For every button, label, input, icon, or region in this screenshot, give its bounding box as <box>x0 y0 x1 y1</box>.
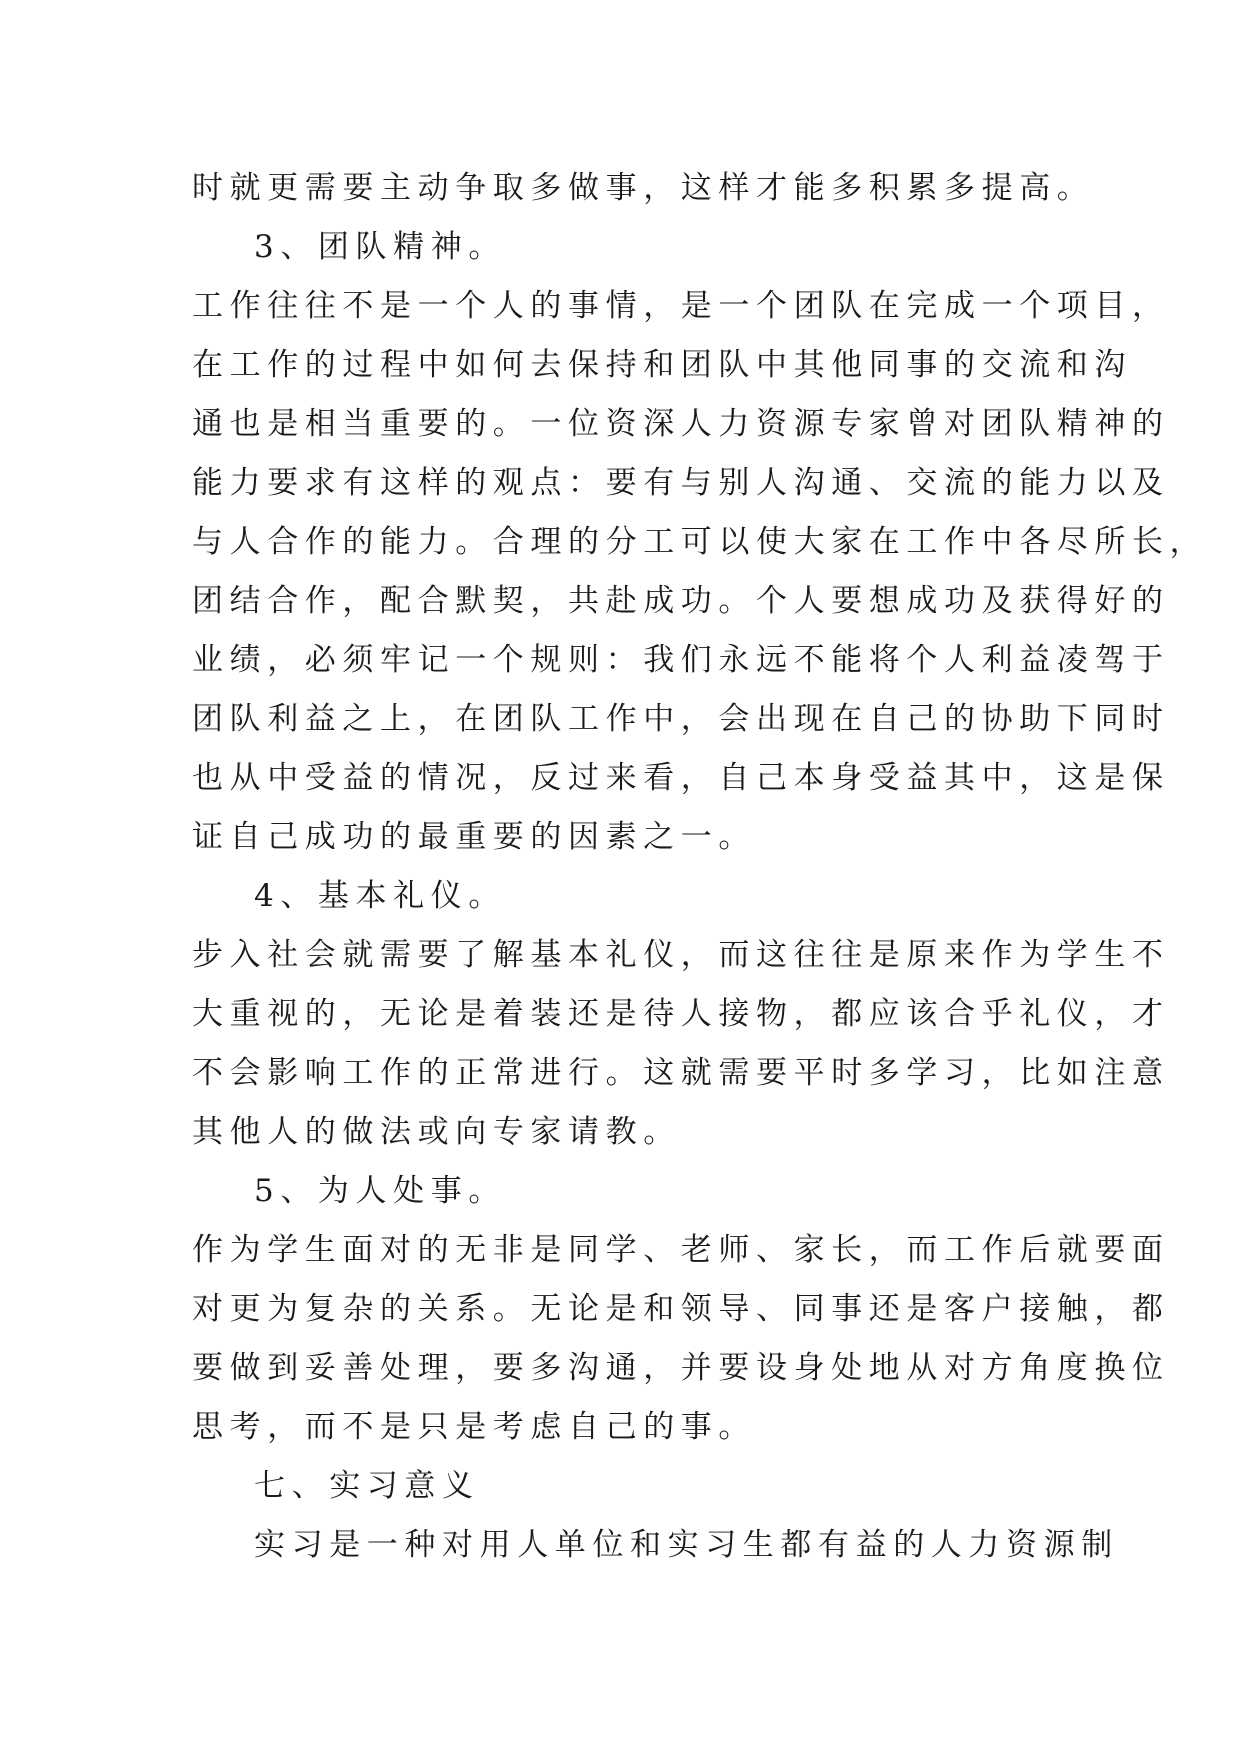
section-heading-team-spirit: 3、团队精神。 <box>254 229 506 265</box>
text-line: 作为学生面对的无非是同学、老师、家长，而工作后就要面 <box>192 1232 1170 1268</box>
text-line: 对更为复杂的关系。无论是和领导、同事还是客户接触，都 <box>192 1291 1170 1327</box>
text-line: 证自己成功的最重要的因素之一。 <box>192 819 756 855</box>
text-line: 时就更需要主动争取多做事，这样才能多积累多提高。 <box>192 170 1095 206</box>
text-line: 要做到妥善处理，要多沟通，并要设身处地从对方角度换位 <box>192 1350 1170 1386</box>
text-line: 工作往往不是一个人的事情，是一个团队在完成一个项目， <box>192 288 1170 324</box>
section-heading-significance: 七、实习意义 <box>254 1468 480 1504</box>
text-line: 其他人的做法或向专家请教。 <box>192 1114 681 1150</box>
text-line: 业绩，必须牢记一个规则：我们永远不能将个人利益凌驾于 <box>192 642 1170 678</box>
text-line: 思考，而不是只是考虑自己的事。 <box>192 1409 756 1445</box>
section-heading-conduct: 5、为人处事。 <box>254 1173 506 1209</box>
text-line: 团结合作，配合默契，共赴成功。个人要想成功及获得好的 <box>192 583 1170 619</box>
text-line: 实习是一种对用人单位和实习生都有益的人力资源制 <box>254 1527 1119 1563</box>
text-line: 能力要求有这样的观点：要有与别人沟通、交流的能力以及 <box>192 465 1170 501</box>
text-line: 通也是相当重要的。一位资深人力资源专家曾对团队精神的 <box>192 406 1170 442</box>
text-line: 团队利益之上，在团队工作中，会出现在自己的协助下同时 <box>192 701 1170 737</box>
text-line: 在工作的过程中如何去保持和团队中其他同事的交流和沟 <box>192 347 1132 383</box>
text-line: 不会影响工作的正常进行。这就需要平时多学习，比如注意 <box>192 1055 1170 1091</box>
section-heading-etiquette: 4、基本礼仪。 <box>254 878 506 914</box>
text-line: 大重视的，无论是着装还是待人接物，都应该合乎礼仪，才 <box>192 996 1170 1032</box>
text-line: 与人合作的能力。合理的分工可以使大家在工作中各尽所长， <box>192 524 1208 560</box>
document-body <box>192 159 1208 1575</box>
text-line: 也从中受益的情况，反过来看，自己本身受益其中，这是保 <box>192 760 1170 796</box>
text-line: 步入社会就需要了解基本礼仪，而这往往是原来作为学生不 <box>192 937 1170 973</box>
